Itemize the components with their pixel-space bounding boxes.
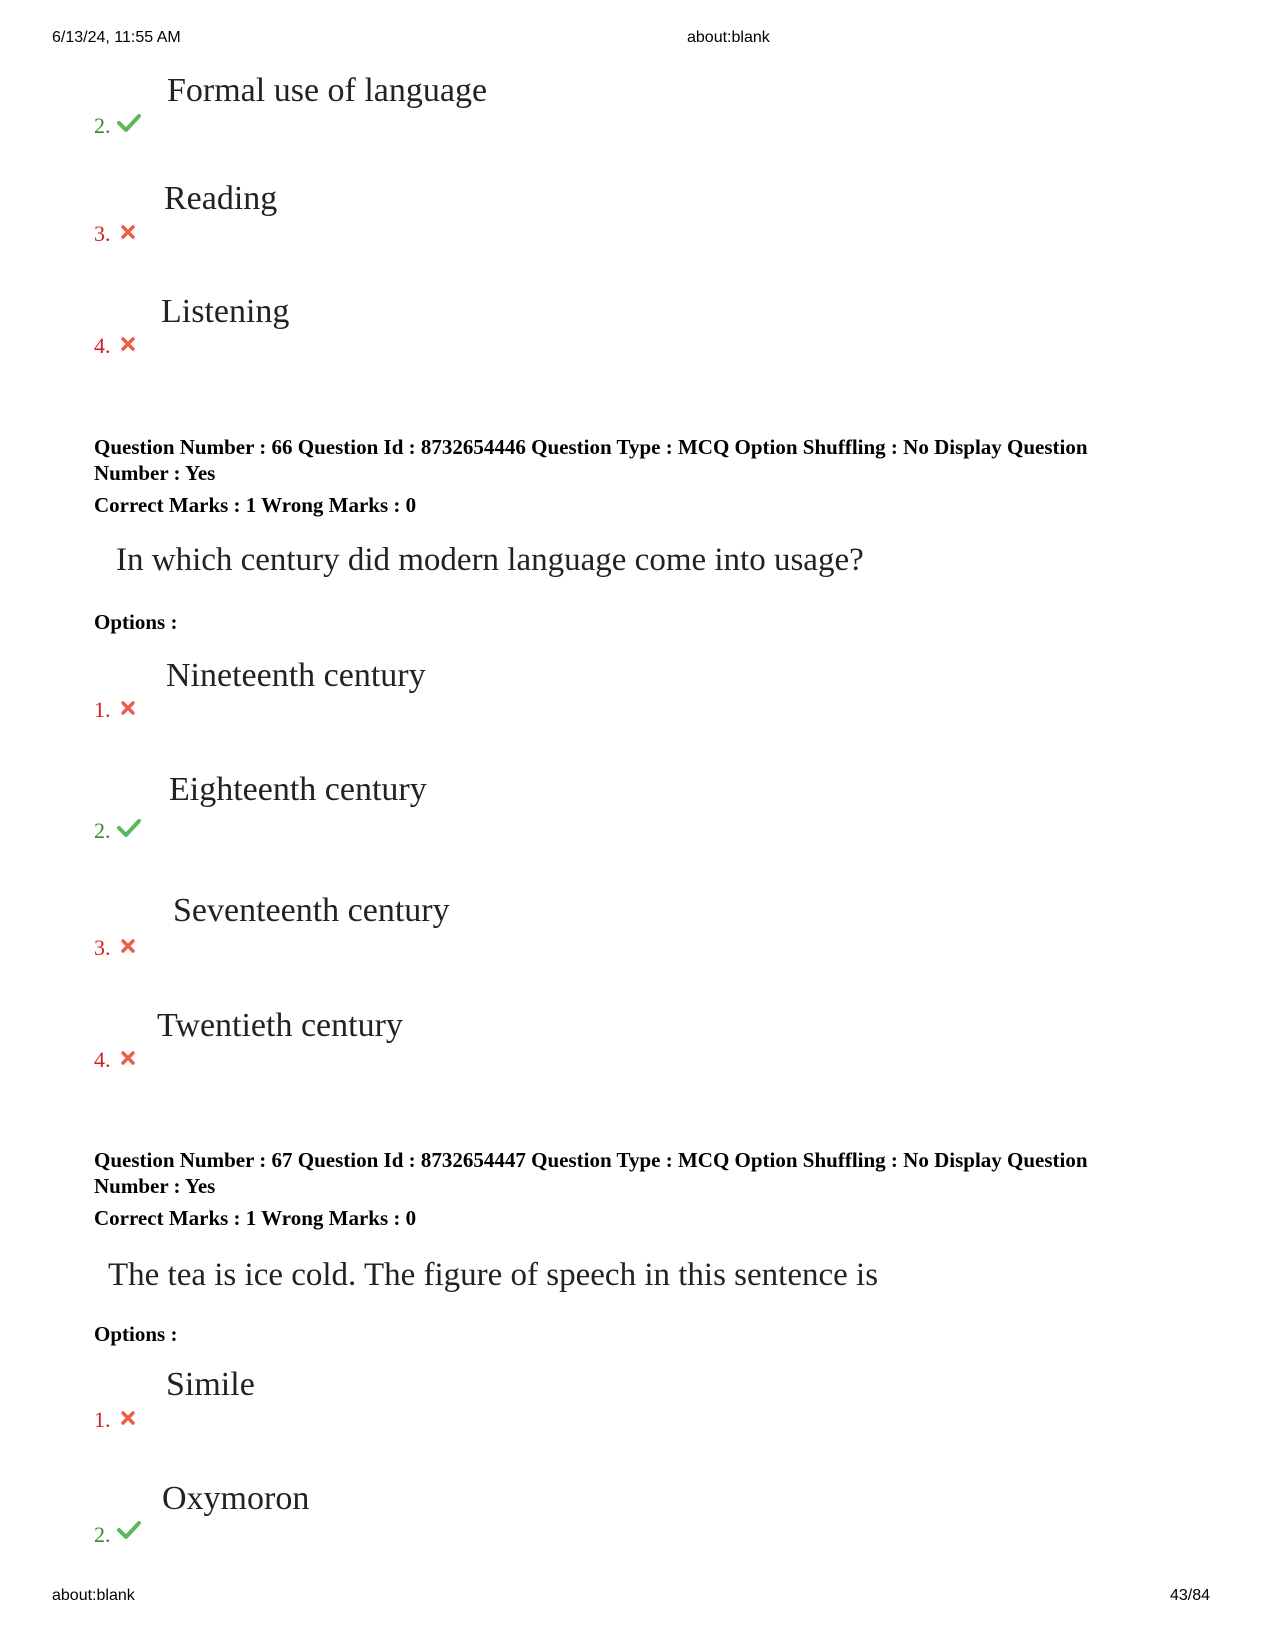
option-text: Formal use of language xyxy=(167,72,488,109)
option-number: 3. xyxy=(94,221,111,246)
check-icon xyxy=(117,113,141,133)
question-text: The tea is ice cold. The figure of speech in this sentence is xyxy=(108,1257,879,1293)
option-number: 2. xyxy=(94,1522,111,1547)
option-text: Twentieth century xyxy=(157,1007,403,1044)
option-text: Reading xyxy=(164,180,278,217)
option-text: Nineteenth century xyxy=(166,657,426,694)
print-datetime: 6/13/24, 11:55 AM xyxy=(52,29,181,46)
question-meta-line: Number : Yes xyxy=(94,1174,216,1198)
cross-icon xyxy=(121,701,135,715)
option-text: Oxymoron xyxy=(162,1480,310,1517)
option-number: 3. xyxy=(94,935,111,960)
question-meta-line: Number : Yes xyxy=(94,461,216,485)
option-number: 4. xyxy=(94,1047,111,1072)
question-marks: Correct Marks : 1 Wrong Marks : 0 xyxy=(94,1206,417,1230)
check-icon xyxy=(117,818,141,838)
cross-icon xyxy=(121,337,135,351)
options-label: Options : xyxy=(94,610,178,634)
question-meta-line: Question Number : 66 Question Id : 8732654446 Question Type : MCQ Option Shuffling : No Display Question xyxy=(94,435,1088,459)
question-meta xyxy=(94,1147,1204,1231)
option-number: 2. xyxy=(94,113,111,138)
cross-icon xyxy=(121,1411,135,1425)
page-number: 43/84 xyxy=(1170,1587,1211,1604)
check-icon xyxy=(117,1520,141,1540)
option-text: Eighteenth century xyxy=(169,771,427,808)
cross-icon xyxy=(121,939,135,953)
cross-icon xyxy=(121,225,135,239)
print-url: about:blank xyxy=(687,29,770,46)
options-label: Options : xyxy=(94,1322,178,1346)
question-marks: Correct Marks : 1 Wrong Marks : 0 xyxy=(94,493,417,517)
footer-url: about:blank xyxy=(52,1587,135,1604)
option-number: 4. xyxy=(94,333,111,358)
option-number: 1. xyxy=(94,1407,111,1432)
option-text: Seventeenth century xyxy=(173,892,450,929)
question-meta-line: Question Number : 67 Question Id : 8732654447 Question Type : MCQ Option Shuffling : No Display Question xyxy=(94,1148,1088,1172)
option-text: Listening xyxy=(161,293,290,330)
question-text: In which century did modern language come into usage? xyxy=(116,542,864,578)
question-meta xyxy=(94,434,1204,518)
cross-icon xyxy=(121,1051,135,1065)
option-number: 1. xyxy=(94,697,111,722)
option-text: Simile xyxy=(166,1366,255,1403)
option-number: 2. xyxy=(94,818,111,843)
